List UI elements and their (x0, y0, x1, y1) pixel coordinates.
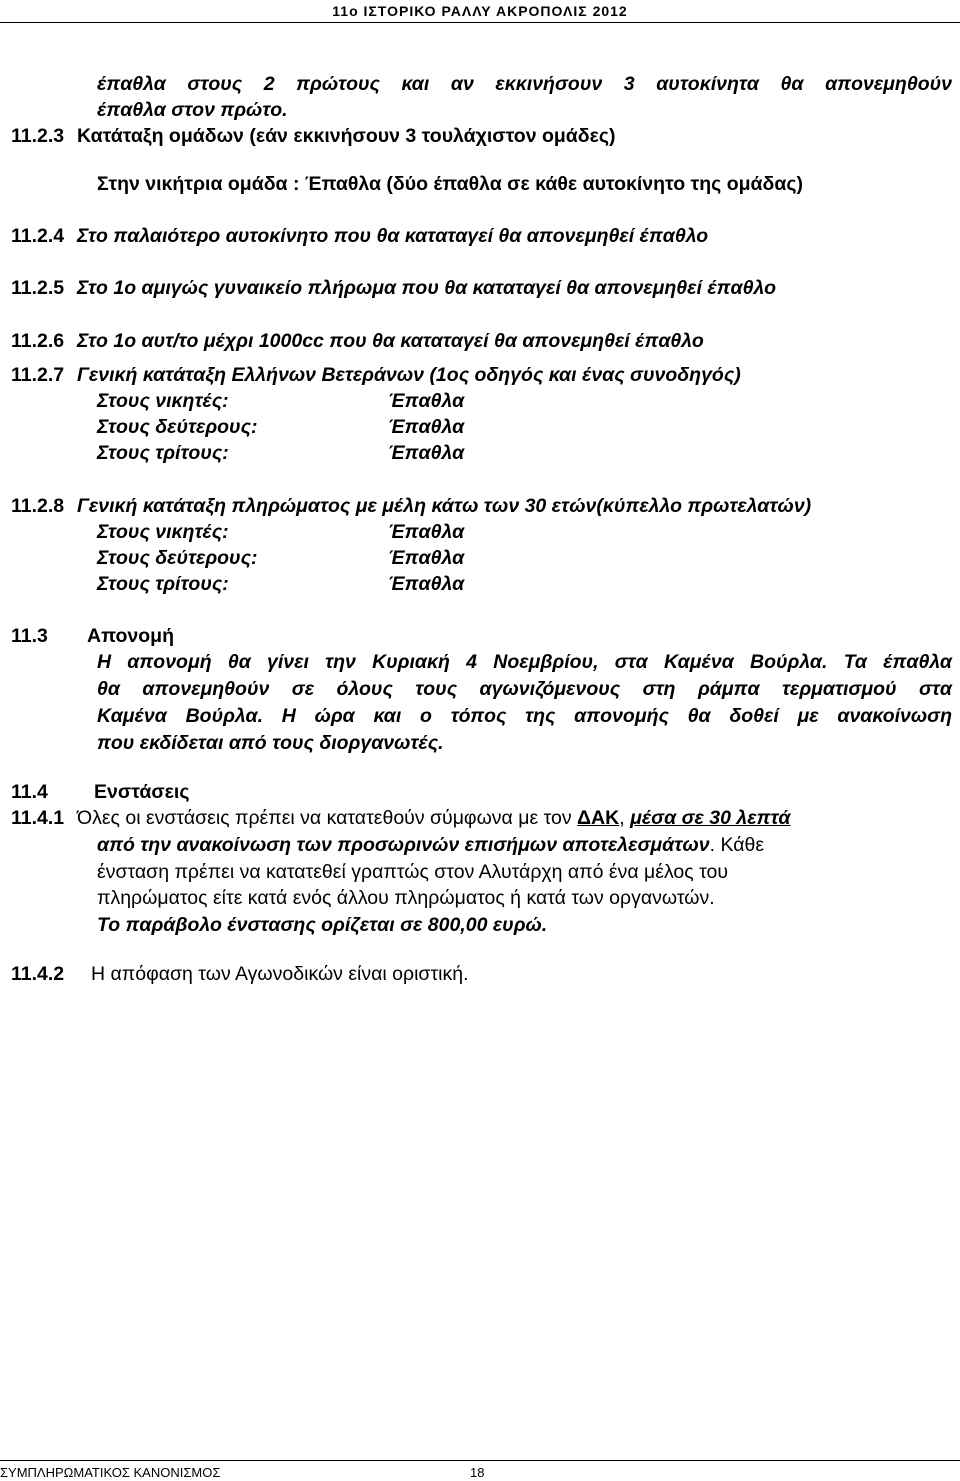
prize-value: Έπαθλα (388, 390, 465, 412)
prize-label: Στους τρίτους: (97, 573, 229, 595)
deadline-emphasis: μέσα σε 30 λεπτά (630, 807, 791, 829)
continuation-line-2: έπαθλα στον πρώτο. (97, 99, 288, 121)
dak-link-text: ΔΑΚ (577, 807, 620, 829)
section-11-4-1-number: 11.4.1 (11, 807, 65, 829)
footer-title: ΣΥΜΠΛΗΡΩΜΑΤΙΚΟΣ ΚΑΝΟΝΙΣΜΟΣ (0, 1465, 221, 1480)
section-11-4-2-text: Η απόφαση των Αγωνοδικών είναι οριστική. (91, 963, 469, 985)
prize-label: Στους δεύτερους: (97, 547, 258, 569)
section-11-4-1-line-1 (77, 806, 791, 830)
section-11-2-3-text: Στην νικήτρια ομάδα : Έπαθλα (δύο έπαθλα σε κάθε αυτοκίνητο της ομάδας) (97, 173, 803, 195)
section-11-4-1-line-3: ένσταση πρέπει να κατατεθεί γραπτώς στον Αλυτάρχη από ένα μέλος του (97, 861, 729, 883)
section-11-4-title: Ενστάσεις (94, 781, 190, 803)
prize-value: Έπαθλα (388, 573, 465, 595)
section-11-2-3-title: Κατάταξη ομάδων (εάν εκκινήσουν 3 τουλάχιστον ομάδες) (77, 125, 616, 147)
section-11-4-2-number: 11.4.2 (11, 963, 65, 985)
section-11-2-8-text: Γενική κατάταξη πληρώματος με μέλη κάτω των 30 ετών(κύπελλο πρωτελατών) (77, 495, 812, 517)
section-11-2-5-text: Στο 1ο αμιγώς γυναικείο πλήρωμα που θα καταταγεί θα απονεμηθεί έπαθλο (77, 277, 776, 299)
section-11-2-7-number: 11.2.7 (11, 364, 65, 386)
section-11-4-1-fee: Το παράβολο ένστασης ορίζεται σε 800,00 ευρώ. (97, 914, 548, 936)
prize-label: Στους νικητές: (97, 521, 229, 543)
section-11-2-3-number: 11.2.3 (11, 125, 65, 147)
prize-value: Έπαθλα (388, 547, 465, 569)
section-11-2-6-number: 11.2.6 (11, 330, 65, 352)
continuation-line-1: έπαθλα στους 2 πρώτους και αν εκκινήσουν 3 αυτοκίνητα θα απονεμηθούν (97, 73, 952, 95)
section-11-2-8-number: 11.2.8 (11, 495, 65, 517)
section-11-3-number: 11.3 (11, 625, 48, 647)
section-11-3-line-1: Η απονομή θα γίνει την Κυριακή 4 Νοεμβρίου, στα Καμένα Βούρλα. Τα έπαθλα (97, 651, 952, 673)
text-run: . Κάθε (709, 834, 765, 856)
prize-label: Στους δεύτερους: (97, 416, 258, 438)
results-emphasis: από την ανακοίνωση των προσωρινών επισήμων αποτελεσμάτων (97, 834, 710, 856)
text-run: , (619, 807, 631, 829)
footer-rule (0, 1460, 960, 1461)
section-11-2-6-text: Στο 1ο αυτ/το μέχρι 1000cc που θα καταταγεί θα απονεμηθεί έπαθλο (77, 330, 704, 352)
section-11-2-7-text: Γενική κατάταξη Ελλήνων Βετεράνων (1ος οδηγός και ένας συνοδηγός) (77, 364, 741, 386)
section-11-3-title: Απονομή (87, 625, 174, 647)
section-11-4-1-line-2 (97, 833, 764, 857)
document-header: 11ο ΙΣΤΟΡΙΚΟ ΡΑΛΛΥ ΑΚΡΟΠΟΛΙΣ 2012 (332, 3, 628, 19)
section-11-4-1-line-4: πληρώματος είτε κατά ενός άλλου πληρώματος ή κατά των οργανωτών. (97, 887, 715, 909)
prize-label: Στους νικητές: (97, 390, 229, 412)
prize-label: Στους τρίτους: (97, 442, 229, 464)
text-run: Όλες οι ενστάσεις πρέπει να κατατεθούν σύμφωνα με τον (77, 807, 578, 829)
section-11-3-line-3: Καμένα Βούρλα. Η ώρα και ο τόπος της απονομής θα δοθεί με ανακοίνωση (97, 705, 952, 727)
section-11-2-4-text: Στο παλαιότερο αυτοκίνητο που θα καταταγεί θα απονεμηθεί έπαθλο (77, 225, 709, 247)
page-number: 18 (470, 1465, 485, 1480)
section-11-2-4-number: 11.2.4 (11, 225, 65, 247)
section-11-2-5-number: 11.2.5 (11, 277, 65, 299)
prize-value: Έπαθλα (388, 521, 465, 543)
prize-value: Έπαθλα (388, 442, 465, 464)
section-11-3-line-4: που εκδίδεται από τους διοργανωτές. (97, 732, 444, 754)
section-11-4-number: 11.4 (11, 781, 48, 803)
header-rule (0, 22, 960, 23)
section-11-3-line-2: θα απονεμηθούν σε όλους τους αγωνιζόμενους στη ράμπα τερματισμού στα (97, 678, 952, 700)
prize-value: Έπαθλα (388, 416, 465, 438)
